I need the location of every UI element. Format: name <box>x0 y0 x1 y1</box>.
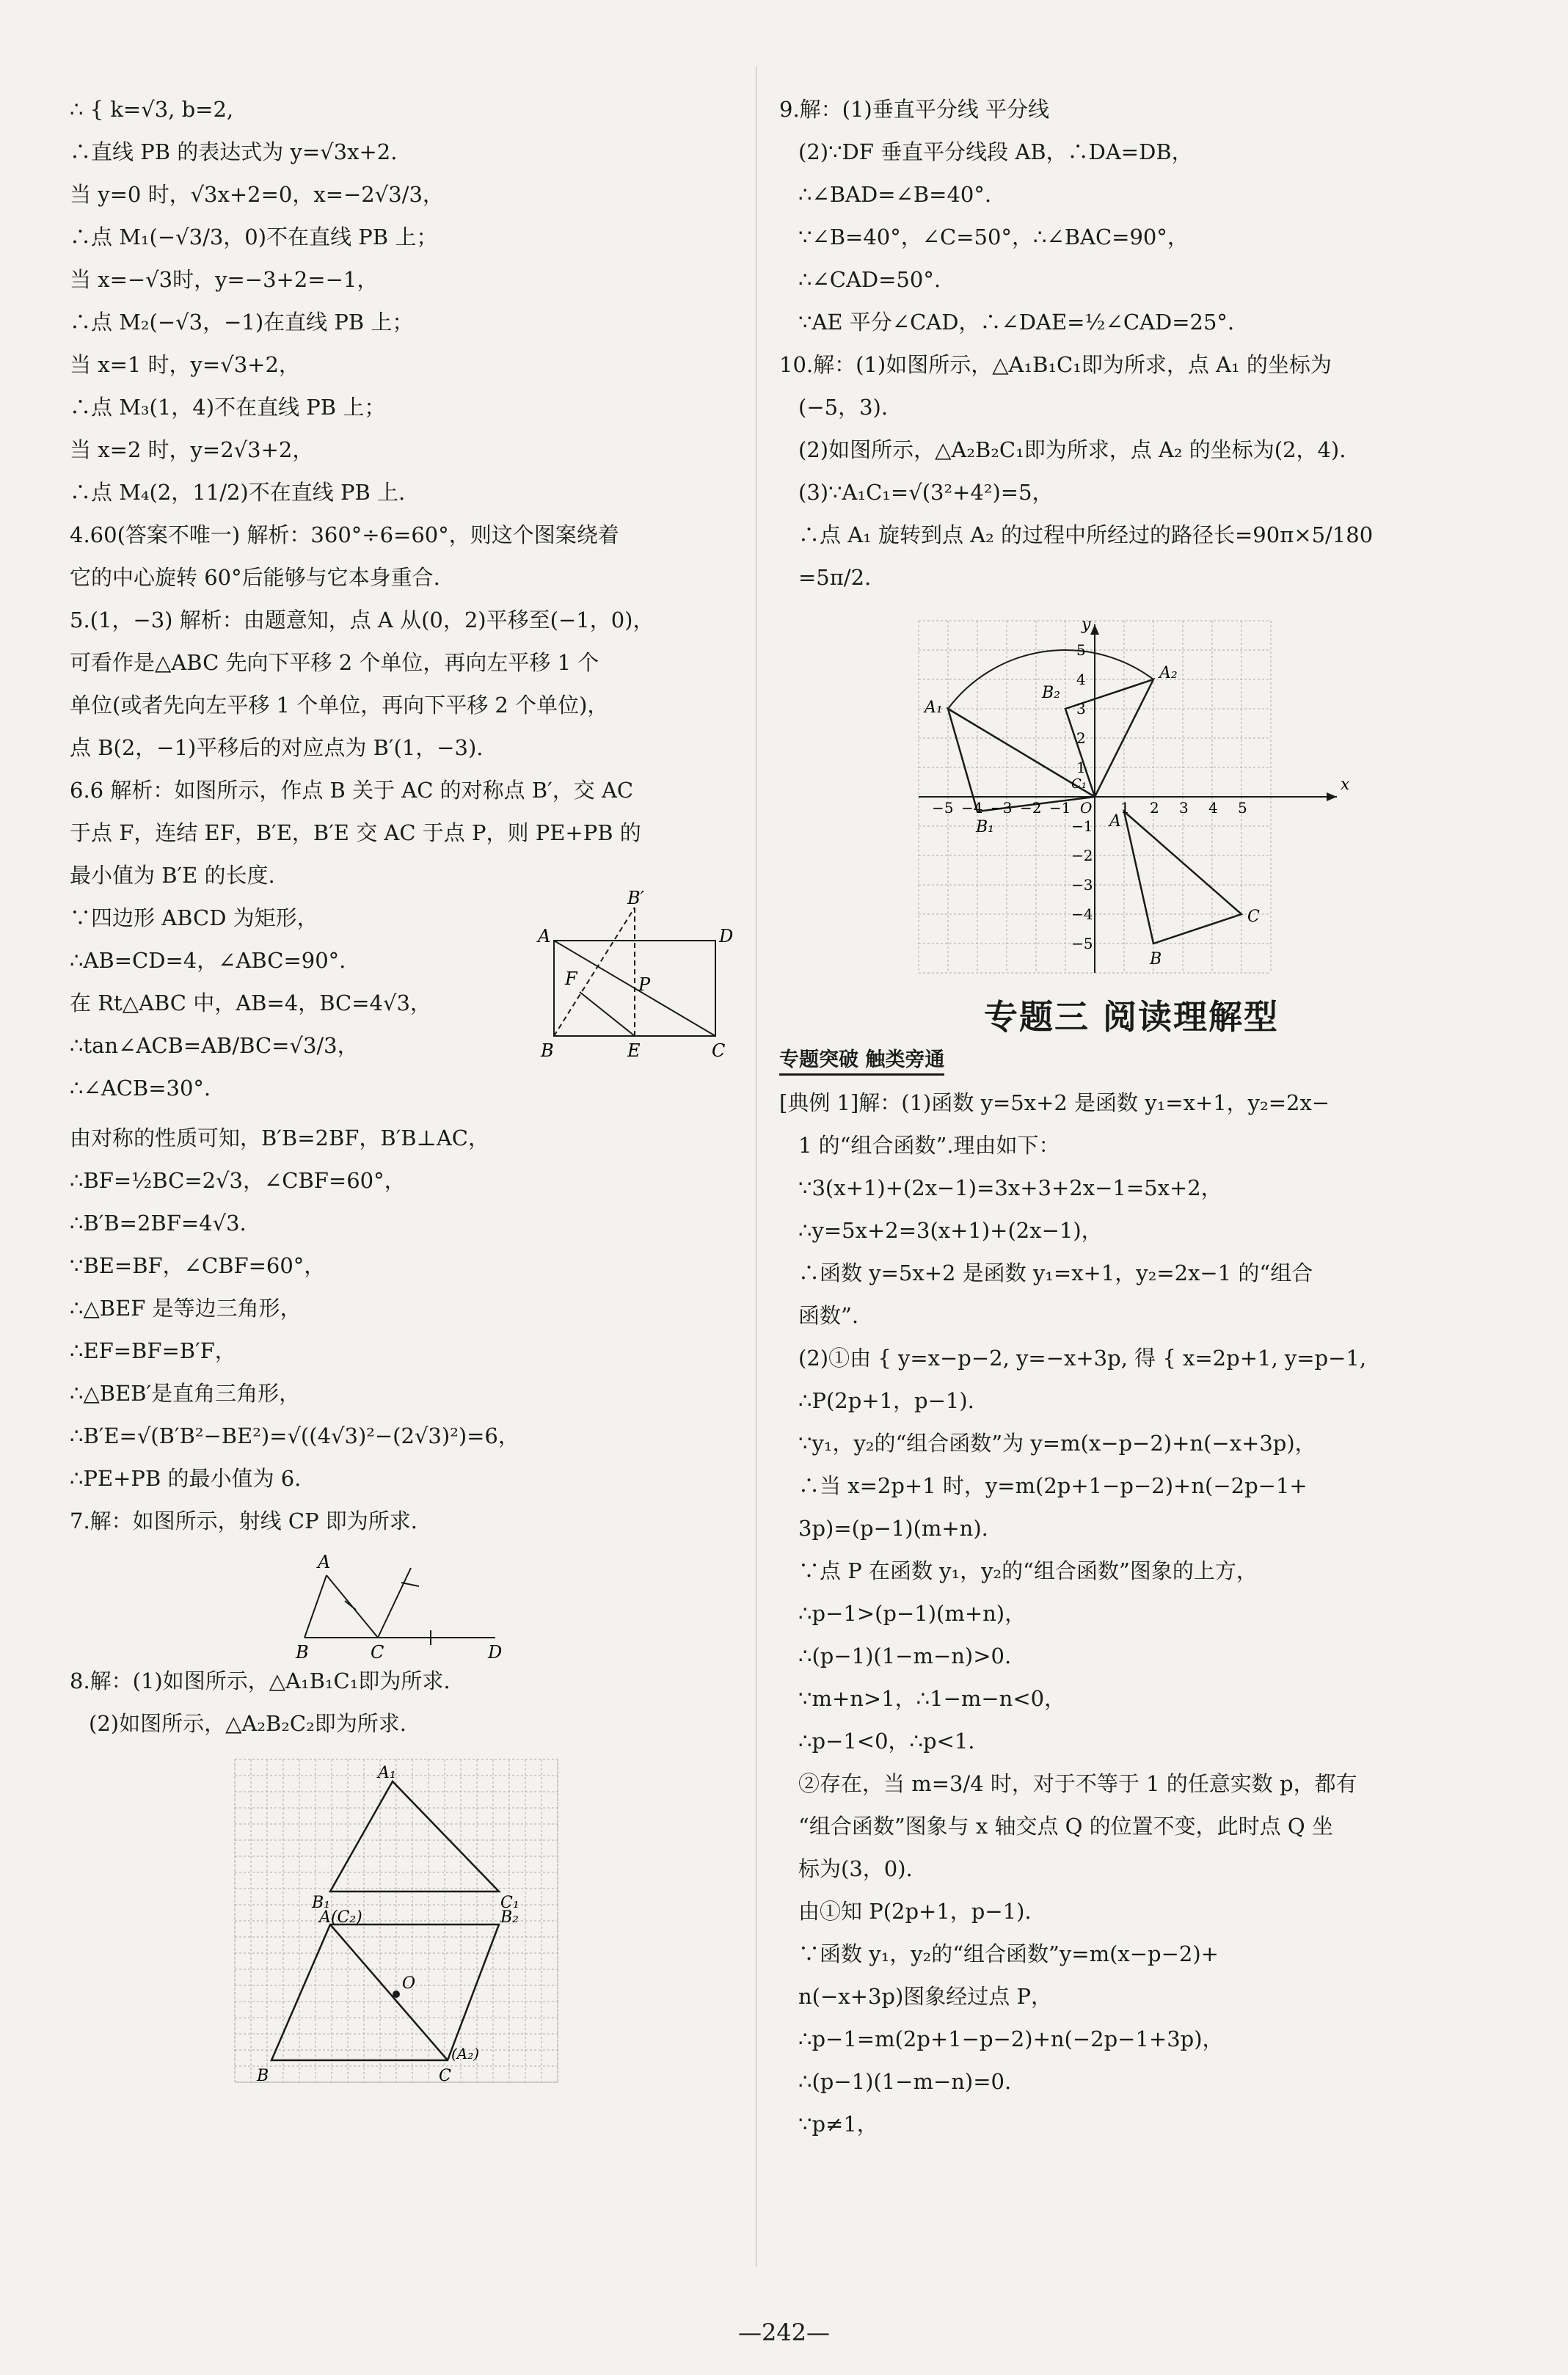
text-line: ∴AB=CD=4，∠ABC=90°. <box>70 948 346 973</box>
text-line: ∵四边形 ABCD 为矩形， <box>70 905 318 930</box>
tick-label: −4 <box>961 799 983 817</box>
text-line: 当 x=2 时，y=2√3+2， <box>70 437 314 462</box>
text-line: 9.解：(1)垂直平分线 平分线 <box>779 97 1049 122</box>
right-lines-b <box>779 1081 1484 2145</box>
tick-label: 5 <box>1076 641 1086 659</box>
text-line: 6.6 解析：如图所示，作点 B 关于 AC 的对称点 B′，交 AC <box>70 778 634 803</box>
fig-label: P <box>638 974 651 995</box>
text-line: 3p)=(p−1)(m+n). <box>798 1516 988 1541</box>
grid-triangle-figure <box>227 1752 565 2090</box>
text-line: ∴P(2p+1，p−1). <box>798 1388 974 1413</box>
text-line: ∴ { k=√3, b=2, <box>70 97 234 122</box>
tick-label: 1 <box>1076 759 1086 776</box>
section-subheading: 专题突破 触类旁通 <box>779 1043 944 1076</box>
fig-label: A <box>1109 812 1121 831</box>
left-lines-d <box>70 1660 730 1745</box>
fig-label: C₁ <box>1071 776 1087 792</box>
fig-label: A <box>318 1552 331 1572</box>
fig-label: A₂ <box>1159 664 1178 682</box>
text-line: 点 B(2，−1)平移后的对应点为 B′(1，−3). <box>70 735 484 760</box>
text-line: 可看作是△ABC 先向下平移 2 个单位，再向左平移 1 个 <box>70 650 599 675</box>
fig-label: B₁ <box>976 818 994 836</box>
text-line: 最小值为 B′E 的长度. <box>70 863 275 888</box>
text-line: ∴BF=½BC=2√3，∠CBF=60°， <box>70 1168 406 1193</box>
text-line: ∵AE 平分∠CAD，∴∠DAE=½∠CAD=25°. <box>798 310 1235 335</box>
text-line: ∴当 x=2p+1 时，y=m(2p+1−p−2)+n(−2p−1+ <box>798 1473 1308 1498</box>
text-line: 函数”. <box>798 1303 859 1328</box>
text-line: ∴∠BAD=∠B=40°. <box>798 182 992 207</box>
text-line: ∴∠CAD=50°. <box>798 267 941 292</box>
tick-label: −1 <box>1049 799 1071 817</box>
tick-label: 2 <box>1076 729 1086 747</box>
right-column <box>779 88 1484 2145</box>
left-lines-b <box>70 897 481 1109</box>
fig-label: B <box>296 1642 309 1663</box>
left-lines-c <box>70 1117 730 1542</box>
text-line: ∴B′B=2BF=4√3. <box>70 1211 247 1236</box>
text-line: 于点 F，连结 EF，B′E，B′E 交 AC 于点 P，则 PE+PB 的 <box>70 820 641 845</box>
tick-label: −2 <box>1020 799 1042 817</box>
text-line: 5.(1，−3) 解析：由题意知，点 A 从(0，2)平移至(−1，0)， <box>70 608 654 632</box>
coordinate-grid-figure <box>911 613 1366 980</box>
page-number: —242— <box>737 2319 831 2346</box>
text-line: ∴tan∠ACB=AB/BC=√3/3， <box>70 1033 359 1058</box>
text-line: ∴∠ACB=30°. <box>70 1076 211 1101</box>
text-line: (2)如图所示，△A₂B₂C₂即为所求. <box>89 1711 406 1736</box>
fig-label: B <box>257 2067 269 2085</box>
text-line: ∴函数 y=5x+2 是函数 y₁=x+1，y₂=2x−1 的“组合 <box>798 1261 1313 1285</box>
fig-label: E <box>627 1040 641 1061</box>
tick-label: 5 <box>1238 799 1247 817</box>
left-column <box>70 88 734 2090</box>
fig-label: C <box>712 1040 726 1061</box>
fig-label: B₂ <box>1042 684 1060 702</box>
tick-label: −3 <box>1071 876 1093 894</box>
axis-label: x <box>1341 776 1350 794</box>
text-line: 当 x=1 时，y=√3+2， <box>70 352 300 377</box>
fig-label: B <box>1150 950 1162 968</box>
text-line: ∵点 P 在函数 y₁，y₂的“组合函数”图象的上方， <box>798 1558 1258 1583</box>
text-line: ∴p−1<0，∴p<1. <box>798 1729 975 1754</box>
text-line: ∴点 M₄(2，11/2)不在直线 PB 上. <box>70 480 406 505</box>
q6-block <box>70 888 734 1117</box>
text-line: (2)∵DF 垂直平分线段 AB，∴DA=DB， <box>798 139 1193 164</box>
tick-label: 1 <box>1120 799 1130 817</box>
text-line: ②存在，当 m=3/4 时，对于不等于 1 的任意实数 p，都有 <box>798 1771 1357 1796</box>
fig-label: B <box>541 1040 554 1061</box>
text-line: ∴p−1>(p−1)(m+n)， <box>798 1601 1027 1626</box>
text-line: ∵m+n>1，∴1−m−n<0， <box>798 1686 1066 1711</box>
section-heading: 专题三 阅读理解型 <box>983 997 1279 1037</box>
text-line: 由对称的性质可知，B′B=2BF，B′B⊥AC， <box>70 1126 490 1150</box>
axis-label: y <box>1082 616 1091 634</box>
text-line: 它的中心旋转 60°后能够与它本身重合. <box>70 565 440 590</box>
text-line: ∴点 M₃(1，4)不在直线 PB 上； <box>70 395 386 420</box>
fig-label: C <box>371 1642 384 1663</box>
tick-label: 3 <box>1076 700 1086 718</box>
tick-label: −3 <box>991 799 1013 817</box>
text-line: ∵y₁，y₂的“组合函数”为 y=m(x−p−2)+n(−x+3p)， <box>798 1431 1316 1456</box>
right-lines-a <box>779 88 1484 599</box>
tick-label: 4 <box>1208 799 1218 817</box>
fig-label: A₁ <box>925 698 943 717</box>
fig-label: O <box>1080 799 1093 817</box>
text-line: ∴△BEB′是直角三角形， <box>70 1381 301 1406</box>
fig-label: D <box>719 926 734 946</box>
text-line: “组合函数”图象与 x 轴交点 Q 的位置不变，此时点 Q 坐 <box>798 1814 1333 1839</box>
text-line: 7.解：如图所示，射线 CP 即为所求. <box>70 1508 418 1533</box>
text-line: ∴(p−1)(1−m−n)>0. <box>798 1643 1012 1668</box>
text-line: (2)①由 { y=x−p−2, y=−x+3p, 得 { x=2p+1, y=p−1, <box>798 1346 1367 1371</box>
text-line: ∴B′E=√(B′B²−BE²)=√((4√3)²−(2√3)²)=6， <box>70 1423 519 1448</box>
text-line: ∴直线 PB 的表达式为 y=√3x+2. <box>70 139 398 164</box>
text-line: ∴PE+PB 的最小值为 6. <box>70 1466 302 1491</box>
text-line: ∴EF=BF=B′F， <box>70 1338 236 1363</box>
text-line: 由①知 P(2p+1，p−1). <box>798 1899 1032 1924</box>
text-line: 当 y=0 时，√3x+2=0，x=−2√3/3， <box>70 182 444 207</box>
text-line: n(−x+3p)图象经过点 P， <box>798 1984 1053 2009</box>
tick-label: −1 <box>1071 817 1093 835</box>
tick-label: −2 <box>1071 847 1093 864</box>
text-line: 1 的“组合函数”.理由如下： <box>798 1133 1060 1158</box>
text-line: 在 Rt△ABC 中，AB=4，BC=4√3， <box>70 991 431 1015</box>
rectangle-reflection-figure <box>532 888 734 1073</box>
text-line: ∴点 A₁ 旋转到点 A₂ 的过程中所经过的路径长=90π×5/180 <box>798 522 1374 547</box>
text-line: ∵∠B=40°，∠C=50°，∴∠BAC=90°， <box>798 225 1189 249</box>
ray-construction-figure <box>275 1542 510 1663</box>
text-line: ∴点 M₁(−√3/3，0)不在直线 PB 上； <box>70 225 438 249</box>
tick-label: 2 <box>1150 799 1159 817</box>
text-line: (3)∵A₁C₁=√(3²+4²)=5， <box>798 480 1054 505</box>
tick-label: 4 <box>1076 671 1086 688</box>
text-line: ∴y=5x+2=3(x+1)+(2x−1)， <box>798 1218 1103 1243</box>
fig-label: A(C₂) <box>319 1908 362 1927</box>
text-line: ∴(p−1)(1−m−n)=0. <box>798 2069 1012 2094</box>
text-line: 当 x=−√3时，y=−3+2=−1， <box>70 267 379 292</box>
fig-label: A₁ <box>378 1764 396 1782</box>
text-line: (−5，3). <box>798 395 889 420</box>
fig-label: A <box>538 926 551 946</box>
text-line: (2)如图所示，△A₂B₂C₁即为所求，点 A₂ 的坐标为(2，4). <box>798 437 1346 462</box>
text-line: [典例 1]解：(1)函数 y=5x+2 是函数 y₁=x+1，y₂=2x− <box>779 1090 1330 1115</box>
text-line: ∵函数 y₁，y₂的“组合函数”y=m(x−p−2)+ <box>798 1941 1219 1966</box>
text-line: ∵3(x+1)+(2x−1)=3x+3+2x−1=5x+2， <box>798 1175 1222 1200</box>
text-line: 4.60(答案不唯一) 解析：360°÷6=60°，则这个图案绕着 <box>70 522 619 547</box>
tick-label: −5 <box>932 799 954 817</box>
text-line: ∴点 M₂(−√3，−1)在直线 PB 上； <box>70 310 414 335</box>
fig-label: (A₂) <box>451 2045 480 2062</box>
tick-label: −5 <box>1071 935 1093 952</box>
text-line: 10.解：(1)如图所示，△A₁B₁C₁即为所求，点 A₁ 的坐标为 <box>779 352 1332 377</box>
text-line: 8.解：(1)如图所示，△A₁B₁C₁即为所求. <box>70 1668 451 1693</box>
fig-label: B₁ <box>312 1894 330 1912</box>
text-line: ∵p≠1， <box>798 2112 878 2137</box>
text-line: 单位(或者先向左平移 1 个单位，再向下平移 2 个单位)， <box>70 693 609 718</box>
fig-label: C₁ <box>500 1894 519 1912</box>
fig-label: C <box>1247 908 1260 926</box>
fig-label: F <box>565 968 577 989</box>
fig-label: B₂ <box>500 1908 519 1927</box>
tick-label: −4 <box>1071 905 1093 923</box>
fig-label: B′ <box>627 888 645 908</box>
text-line: ∴△BEF 是等边三角形， <box>70 1296 302 1321</box>
left-lines-a <box>70 88 730 897</box>
text-line: 标为(3，0). <box>798 1856 913 1881</box>
tick-label: 3 <box>1179 799 1189 817</box>
fig-label: D <box>488 1642 503 1663</box>
text-line: ∵BE=BF，∠CBF=60°， <box>70 1253 326 1278</box>
text-line: ∴p−1=m(2p+1−p−2)+n(−2p−1+3p)， <box>798 2026 1224 2051</box>
fig-label: C <box>439 2067 451 2085</box>
text-line: =5π/2. <box>798 565 872 590</box>
fig-label: O <box>402 1974 416 1993</box>
